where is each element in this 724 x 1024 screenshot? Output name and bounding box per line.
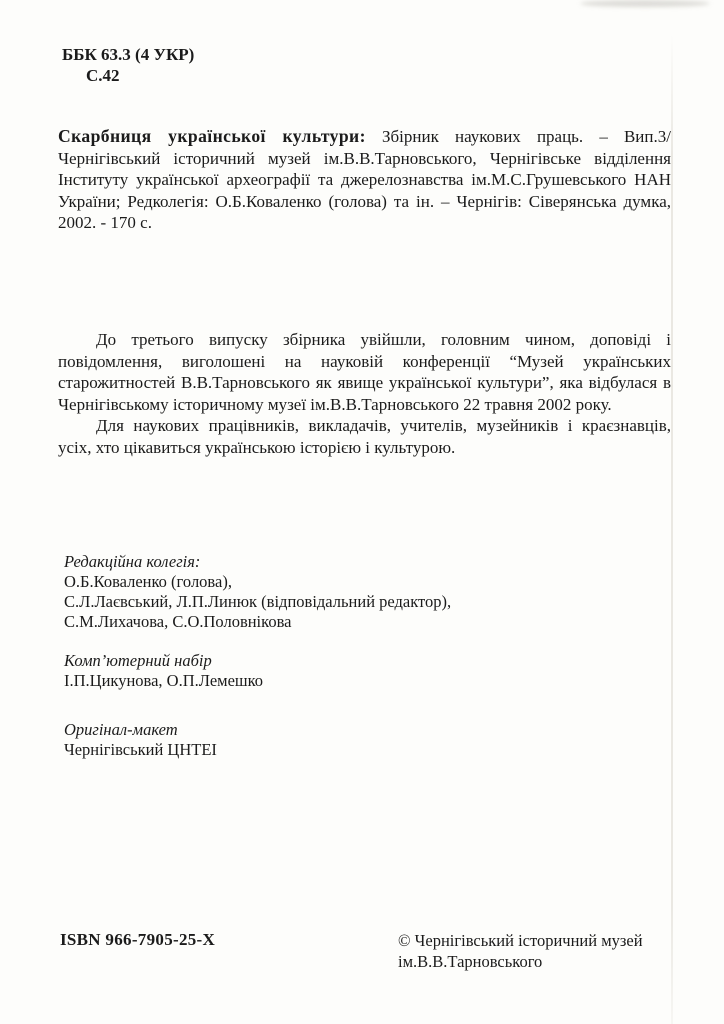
layout-credit-block [64,720,217,760]
typesetting-block [64,651,263,691]
annotation-paragraph-2: Для наукових працівників, викладачів, учителів, музейників і краєзнавців, усіх, хто цікавиться українською історією і культурою. [58,416,671,457]
typesetting-heading: Комп’ютерний набір [64,651,212,670]
isbn-number: ISBN 966-7905-25-X [60,930,216,949]
editorial-board-member: О.Б.Коваленко (голова), [64,572,232,591]
editorial-board-heading: Редакційна колегія: [64,552,201,571]
bibliographic-description: Збірник наукових праць. – Вип.3/ Чернігівський історичний музей ім.В.В.Тарновського, Чернігівське відділення Інституту української археографії та джерелознавства ім.М.С.Грушевського НАН України; Редколегія: О.Б.Коваленко (голова) та ін. – Чернігів: Сіверянська думка, 2002. - 170 с. [58,127,671,232]
scan-page-edge-line [671,35,673,1024]
copyright-line-1: © Чернігівський історичний музей [398,931,643,950]
bbk-code: ББК 63.3 (4 УКР) [62,45,195,64]
editorial-board-block [64,552,451,632]
scan-artifact-smudge [580,0,710,7]
typesetting-names: І.П.Цикунова, О.П.Лемешко [64,671,264,690]
book-title: Скарбниця української культури: [58,126,366,146]
layout-credit-heading: Оригінал-макет [64,720,178,739]
copyright-line-2: ім.В.В.Тарновського [398,952,543,971]
editorial-board-member: С.Л.Лаєвський, Л.П.Линюк (відповідальний редактор), [64,592,452,611]
bbk-classification-block [62,44,194,86]
copyright-notice [398,930,643,972]
editorial-board-member: С.М.Лихачова, С.О.Половнікова [64,612,292,631]
annotation-paragraph-1: До третього випуску збірника увійшли, головним чином, доповіді і повідомлення, виголошені на науковій конференції “Музей українських старожитностей В.В.Тарновського як явище української культури”, яка відбулася в Чернігівському історичному музеї ім.В.В.Тарновського 22 травня 2002 року. [58,330,671,414]
layout-credit-name: Чернігівський ЦНТЕІ [64,740,217,759]
bibliographic-record [58,126,671,234]
annotation-block [58,329,671,458]
author-sign-code: С.42 [86,66,120,85]
